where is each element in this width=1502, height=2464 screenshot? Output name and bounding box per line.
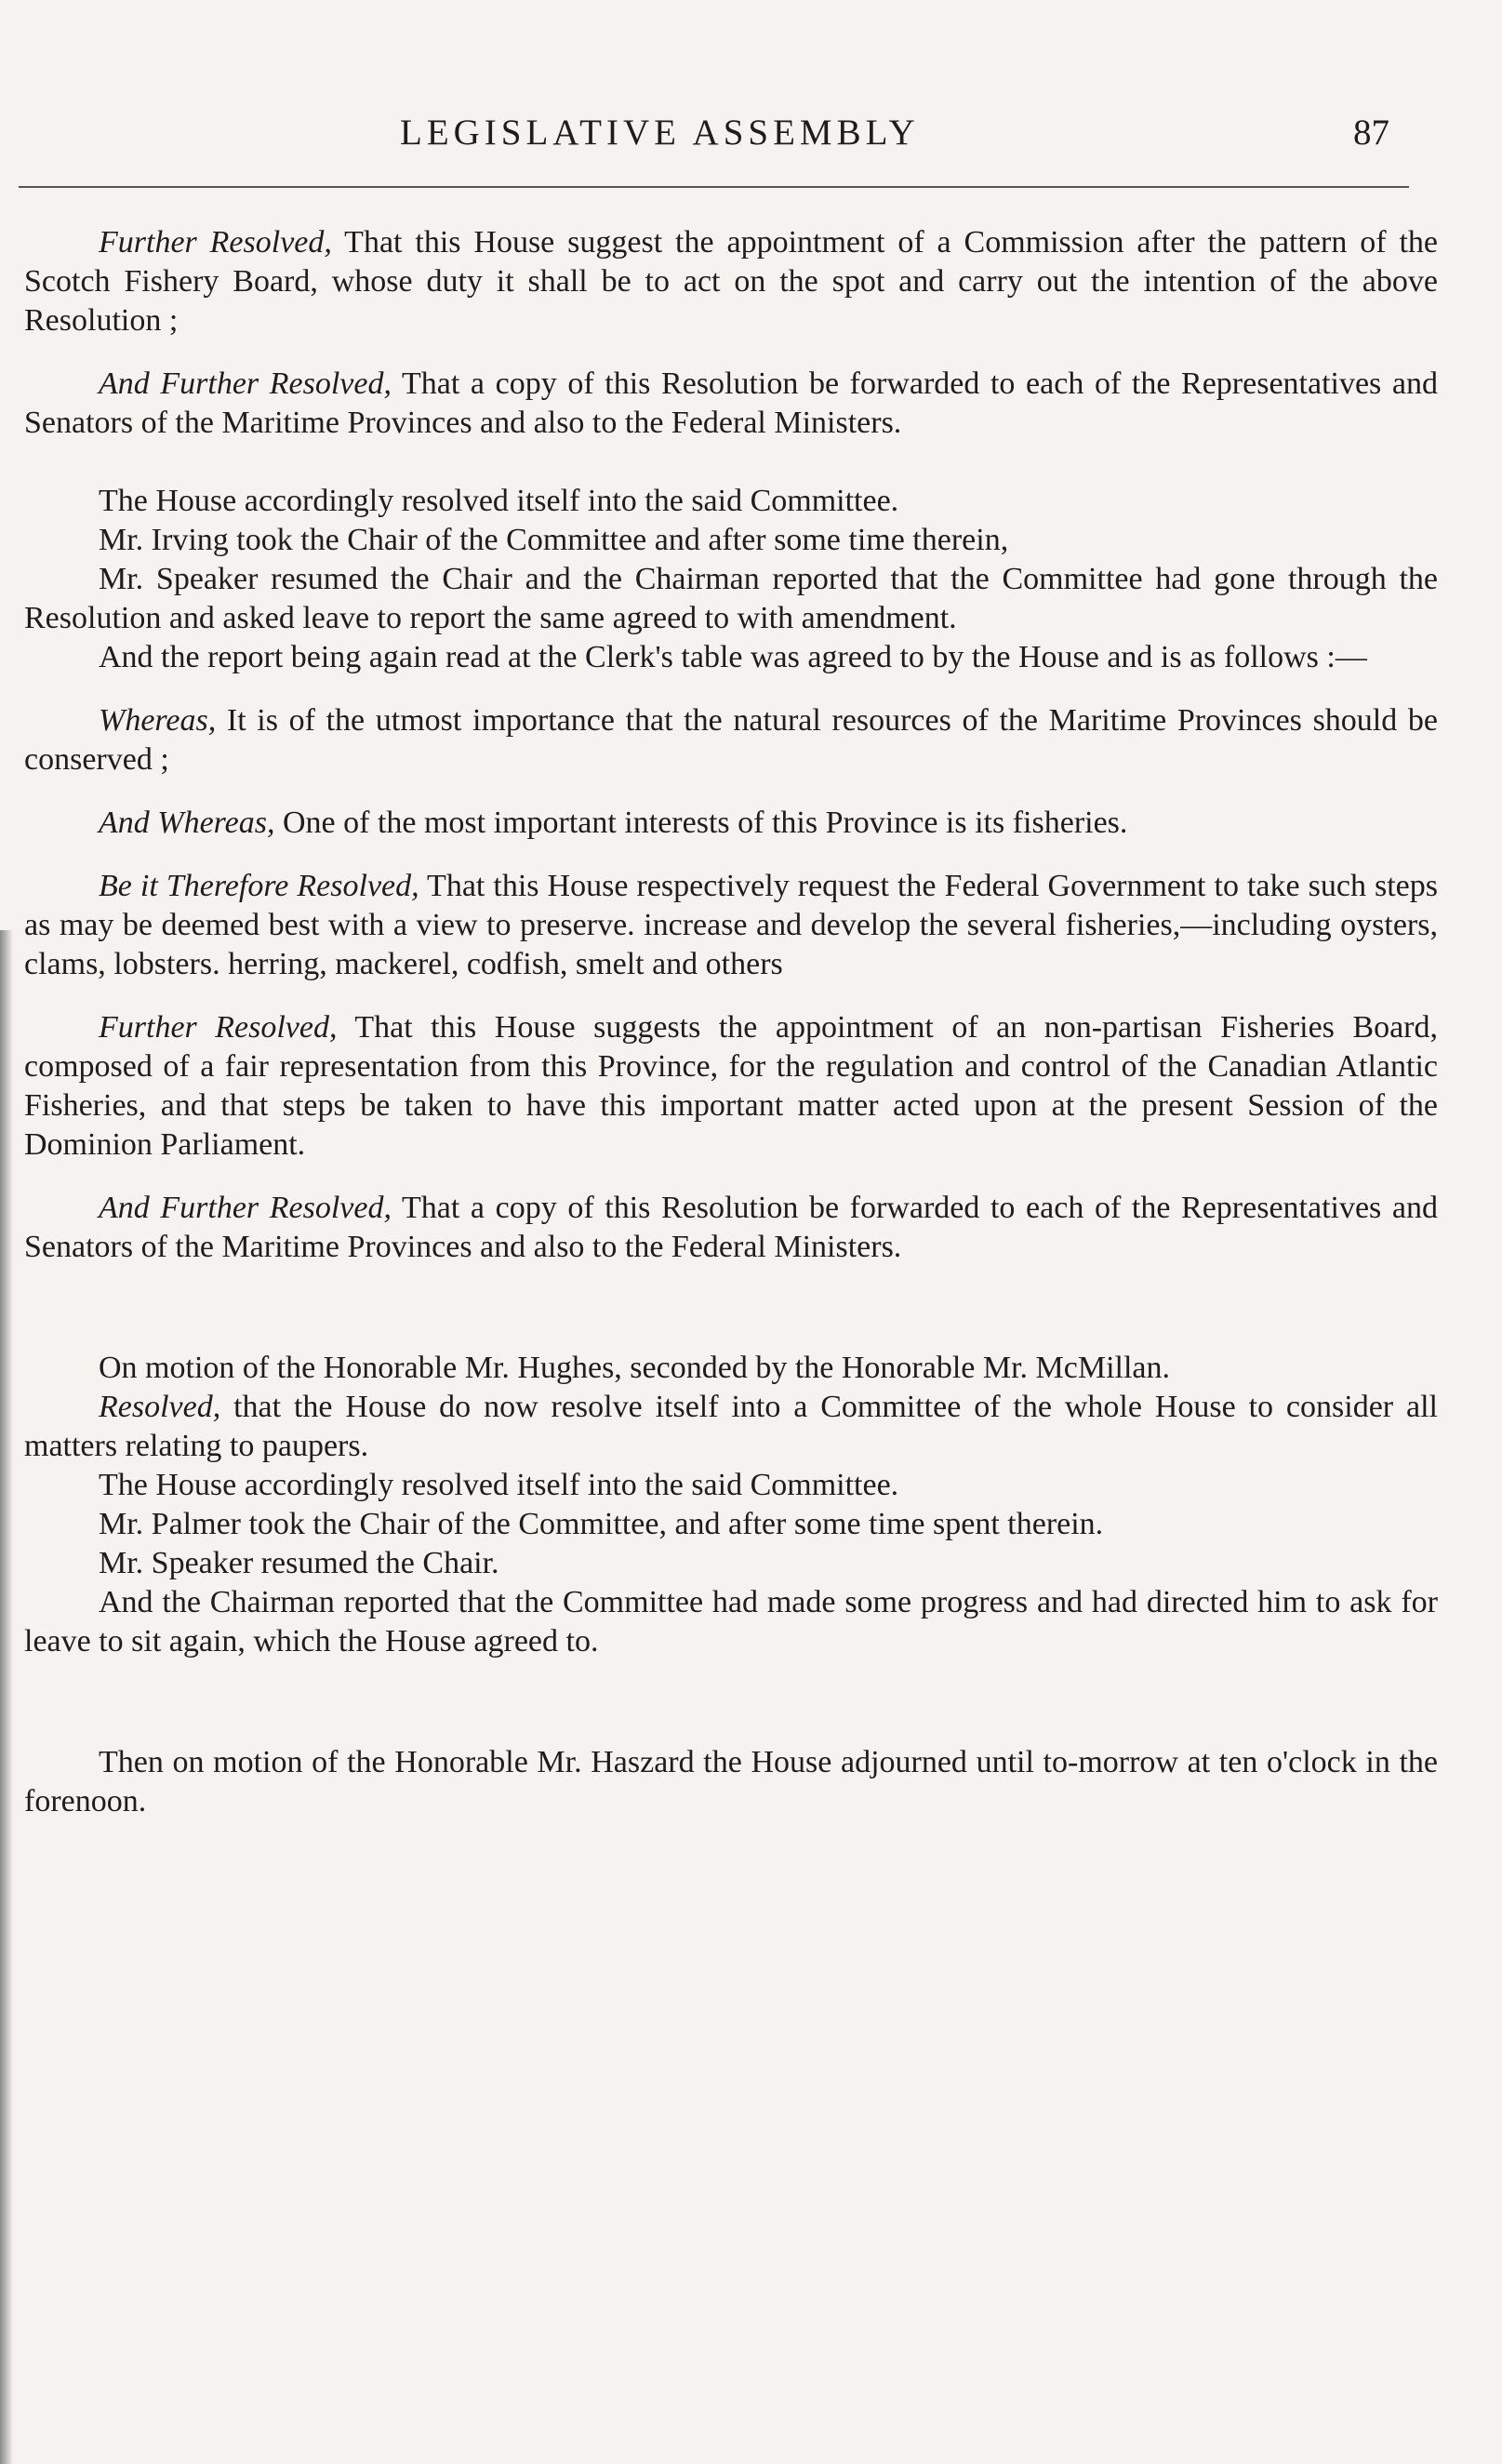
body-text <box>24 223 1438 1821</box>
paragraph-text: Then on motion of the Honorable Mr. Haszard the House adjourned until to-morrow at ten o'clock in the forenoon. <box>24 1745 1438 1818</box>
paragraph <box>24 638 1438 677</box>
paragraph-lead: Further Resolved, <box>99 225 332 260</box>
running-header <box>0 112 1502 167</box>
paragraph <box>24 1743 1438 1821</box>
paragraph-lead: Be it Therefore Resolved, <box>99 869 419 903</box>
paragraph <box>24 223 1438 340</box>
paragraph <box>24 867 1438 984</box>
paragraph-text: That a copy of this Resolution be forwarded to each of the Representatives and Senators of the Maritime Provinces and also to the Federal Ministers. <box>24 1191 1438 1264</box>
paragraph-text: That this House suggest the appointment of a Commission after the pattern of the Scotch Fishery Board, whose duty it shall be to act on the spot and carry out the intention of the above Resolution ; <box>24 225 1438 338</box>
paragraph <box>24 1466 1438 1505</box>
paragraph <box>24 1349 1438 1388</box>
paragraph-lead: And Further Resolved, <box>99 1191 392 1225</box>
paragraph-text: that the House do now resolve itself into a Committee of the whole House to consider all matters relating to paupers. <box>24 1390 1438 1463</box>
paragraph-lead: Further Resolved, <box>99 1010 338 1045</box>
paragraph-text: And the report being again read at the Clerk's table was agreed to by the House and is as follows :— <box>99 640 1367 674</box>
paragraph-text: On motion of the Honorable Mr. Hughes, seconded by the Honorable Mr. McMillan. <box>99 1351 1171 1385</box>
paragraph <box>24 521 1438 560</box>
paragraph-text: That a copy of this Resolution be forwarded to each of the Representatives and Senators of the Maritime Provinces and also to the Federal Ministers. <box>24 366 1438 440</box>
paragraph <box>24 1189 1438 1267</box>
page-number: 87 <box>1353 113 1389 153</box>
paragraph-text: One of the most important interests of this Province is its fisheries. <box>274 806 1128 840</box>
paragraph-text: The House accordingly resolved itself into the said Committee. <box>99 1468 899 1502</box>
paragraph <box>24 482 1438 521</box>
running-title: LEGISLATIVE ASSEMBLY <box>400 113 920 153</box>
paragraph <box>24 701 1438 779</box>
paragraph-text: That this House respectively request the Federal Government to take such steps as may be deemed best with a view to preserve. increase and develop the several fisheries,—including oysters, clams, lobsters. herring, mackerel, codfish, smelt and others <box>24 869 1438 981</box>
paragraph <box>24 1008 1438 1165</box>
paragraph-text: It is of the utmost importance that the natural resources of the Maritime Provinces should be conserved ; <box>24 703 1438 777</box>
paragraph <box>24 1583 1438 1661</box>
paragraph-text: That this House suggests the appointment of an non-partisan Fisheries Board, composed of a fair representation from this Province, for the regulation and control of the Canadian Atlantic Fisheries, and that steps be taken to have this important matter acted upon at the present Session of the Dominion Parliament. <box>24 1010 1438 1162</box>
paragraph-lead: And Further Resolved, <box>99 366 392 401</box>
header-rule <box>19 186 1409 188</box>
paragraph-text: The House accordingly resolved itself into the said Committee. <box>99 484 899 518</box>
paragraph-lead: And Whereas, <box>99 806 275 840</box>
paragraph-lead: Resolved, <box>99 1390 221 1424</box>
paragraph <box>24 560 1438 638</box>
paragraph-text: Mr. Palmer took the Chair of the Committee, and after some time spent therein. <box>99 1507 1104 1541</box>
paragraph <box>24 1388 1438 1466</box>
paragraph <box>24 804 1438 843</box>
page-edge-shadow <box>0 930 13 2464</box>
paragraph-lead: Whereas, <box>99 703 217 738</box>
paragraph-text: Mr. Irving took the Chair of the Committee and after some time therein, <box>99 523 1009 557</box>
paragraph <box>24 365 1438 443</box>
paragraph-text: Mr. Speaker resumed the Chair. <box>99 1546 499 1580</box>
paragraph <box>24 1544 1438 1583</box>
paragraph-text: Mr. Speaker resumed the Chair and the Chairman reported that the Committee had gone through the Resolution and asked leave to report the same agreed to with amendment. <box>24 562 1438 635</box>
paragraph <box>24 1505 1438 1544</box>
paragraph-text: And the Chairman reported that the Committee had made some progress and had directed him to ask for leave to sit again, which the House agreed to. <box>24 1585 1438 1658</box>
